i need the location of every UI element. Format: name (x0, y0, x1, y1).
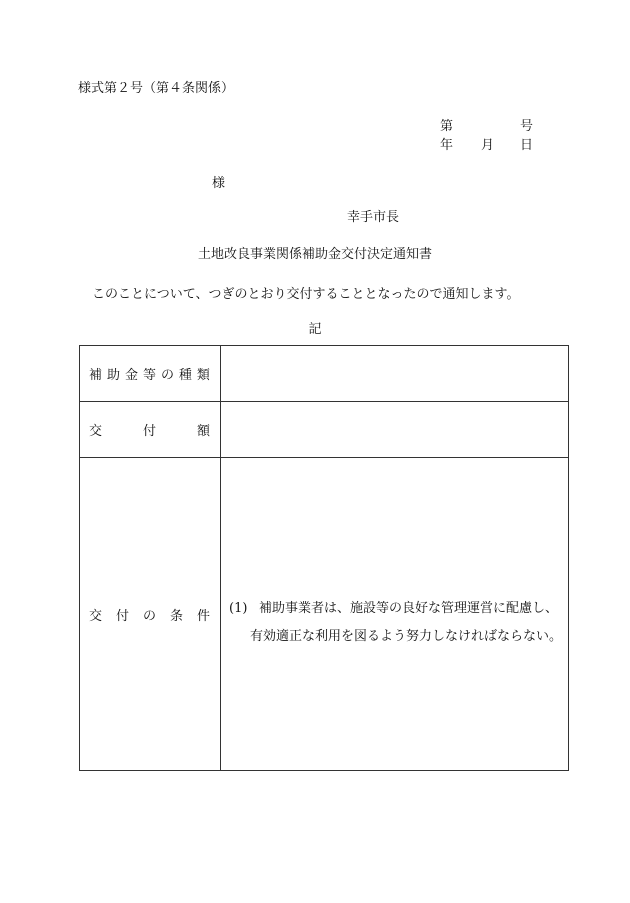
subsidy-type-label (80, 364, 220, 383)
date-month: 月 (481, 138, 495, 153)
label-char: の (160, 368, 174, 383)
addressee-suffix: 様 (212, 176, 226, 191)
doc-number-prefix: 第 (440, 119, 454, 134)
form-number: 様式第２号（第４条関係） (78, 81, 235, 96)
label-char: 金 (124, 368, 138, 383)
ki-heading: 記 (308, 322, 322, 337)
label-cell (80, 346, 221, 402)
label-char: 交 (89, 608, 103, 624)
body-text: このことについて、つぎのとおり交付することとなったので通知します。 (92, 287, 520, 302)
label-char: 件 (196, 608, 210, 624)
label-char: 類 (196, 368, 210, 383)
date-year: 年 (440, 138, 454, 153)
table-row (80, 346, 569, 402)
label-char: 額 (196, 424, 210, 439)
issuer: 幸手市長 (347, 210, 400, 225)
label-char: の (142, 608, 156, 624)
label-char: 条 (169, 608, 183, 624)
doc-number-suffix: 号 (520, 119, 534, 134)
condition-line-1: 補助事業者は、施設等の良好な管理運営に配慮し、 (259, 601, 559, 616)
condition-number: (1) (229, 601, 248, 616)
condition-item (221, 577, 568, 651)
condition-line-2: 有効適正な利用を図るよう努力しなければならない。 (250, 629, 563, 644)
label-char: 付 (115, 608, 129, 624)
label-char: 付 (142, 424, 156, 439)
label-char: 補 (89, 368, 103, 383)
label-char: 交 (89, 424, 103, 439)
subsidy-type-value[interactable] (221, 346, 569, 402)
label-char: 助 (106, 368, 120, 383)
label-cell (80, 402, 221, 458)
label-char: 種 (178, 368, 192, 383)
label-char: 等 (142, 368, 156, 383)
grant-conditions-value (221, 458, 569, 771)
date-day: 日 (520, 138, 534, 153)
table-row (80, 402, 569, 458)
grant-amount-value[interactable] (221, 402, 569, 458)
details-table (79, 345, 569, 771)
grant-conditions-label (80, 605, 220, 624)
document-title: 土地改良事業関係補助金交付決定通知書 (197, 247, 432, 262)
grant-amount-label (80, 420, 220, 439)
table-row (80, 458, 569, 771)
label-cell (80, 458, 221, 771)
